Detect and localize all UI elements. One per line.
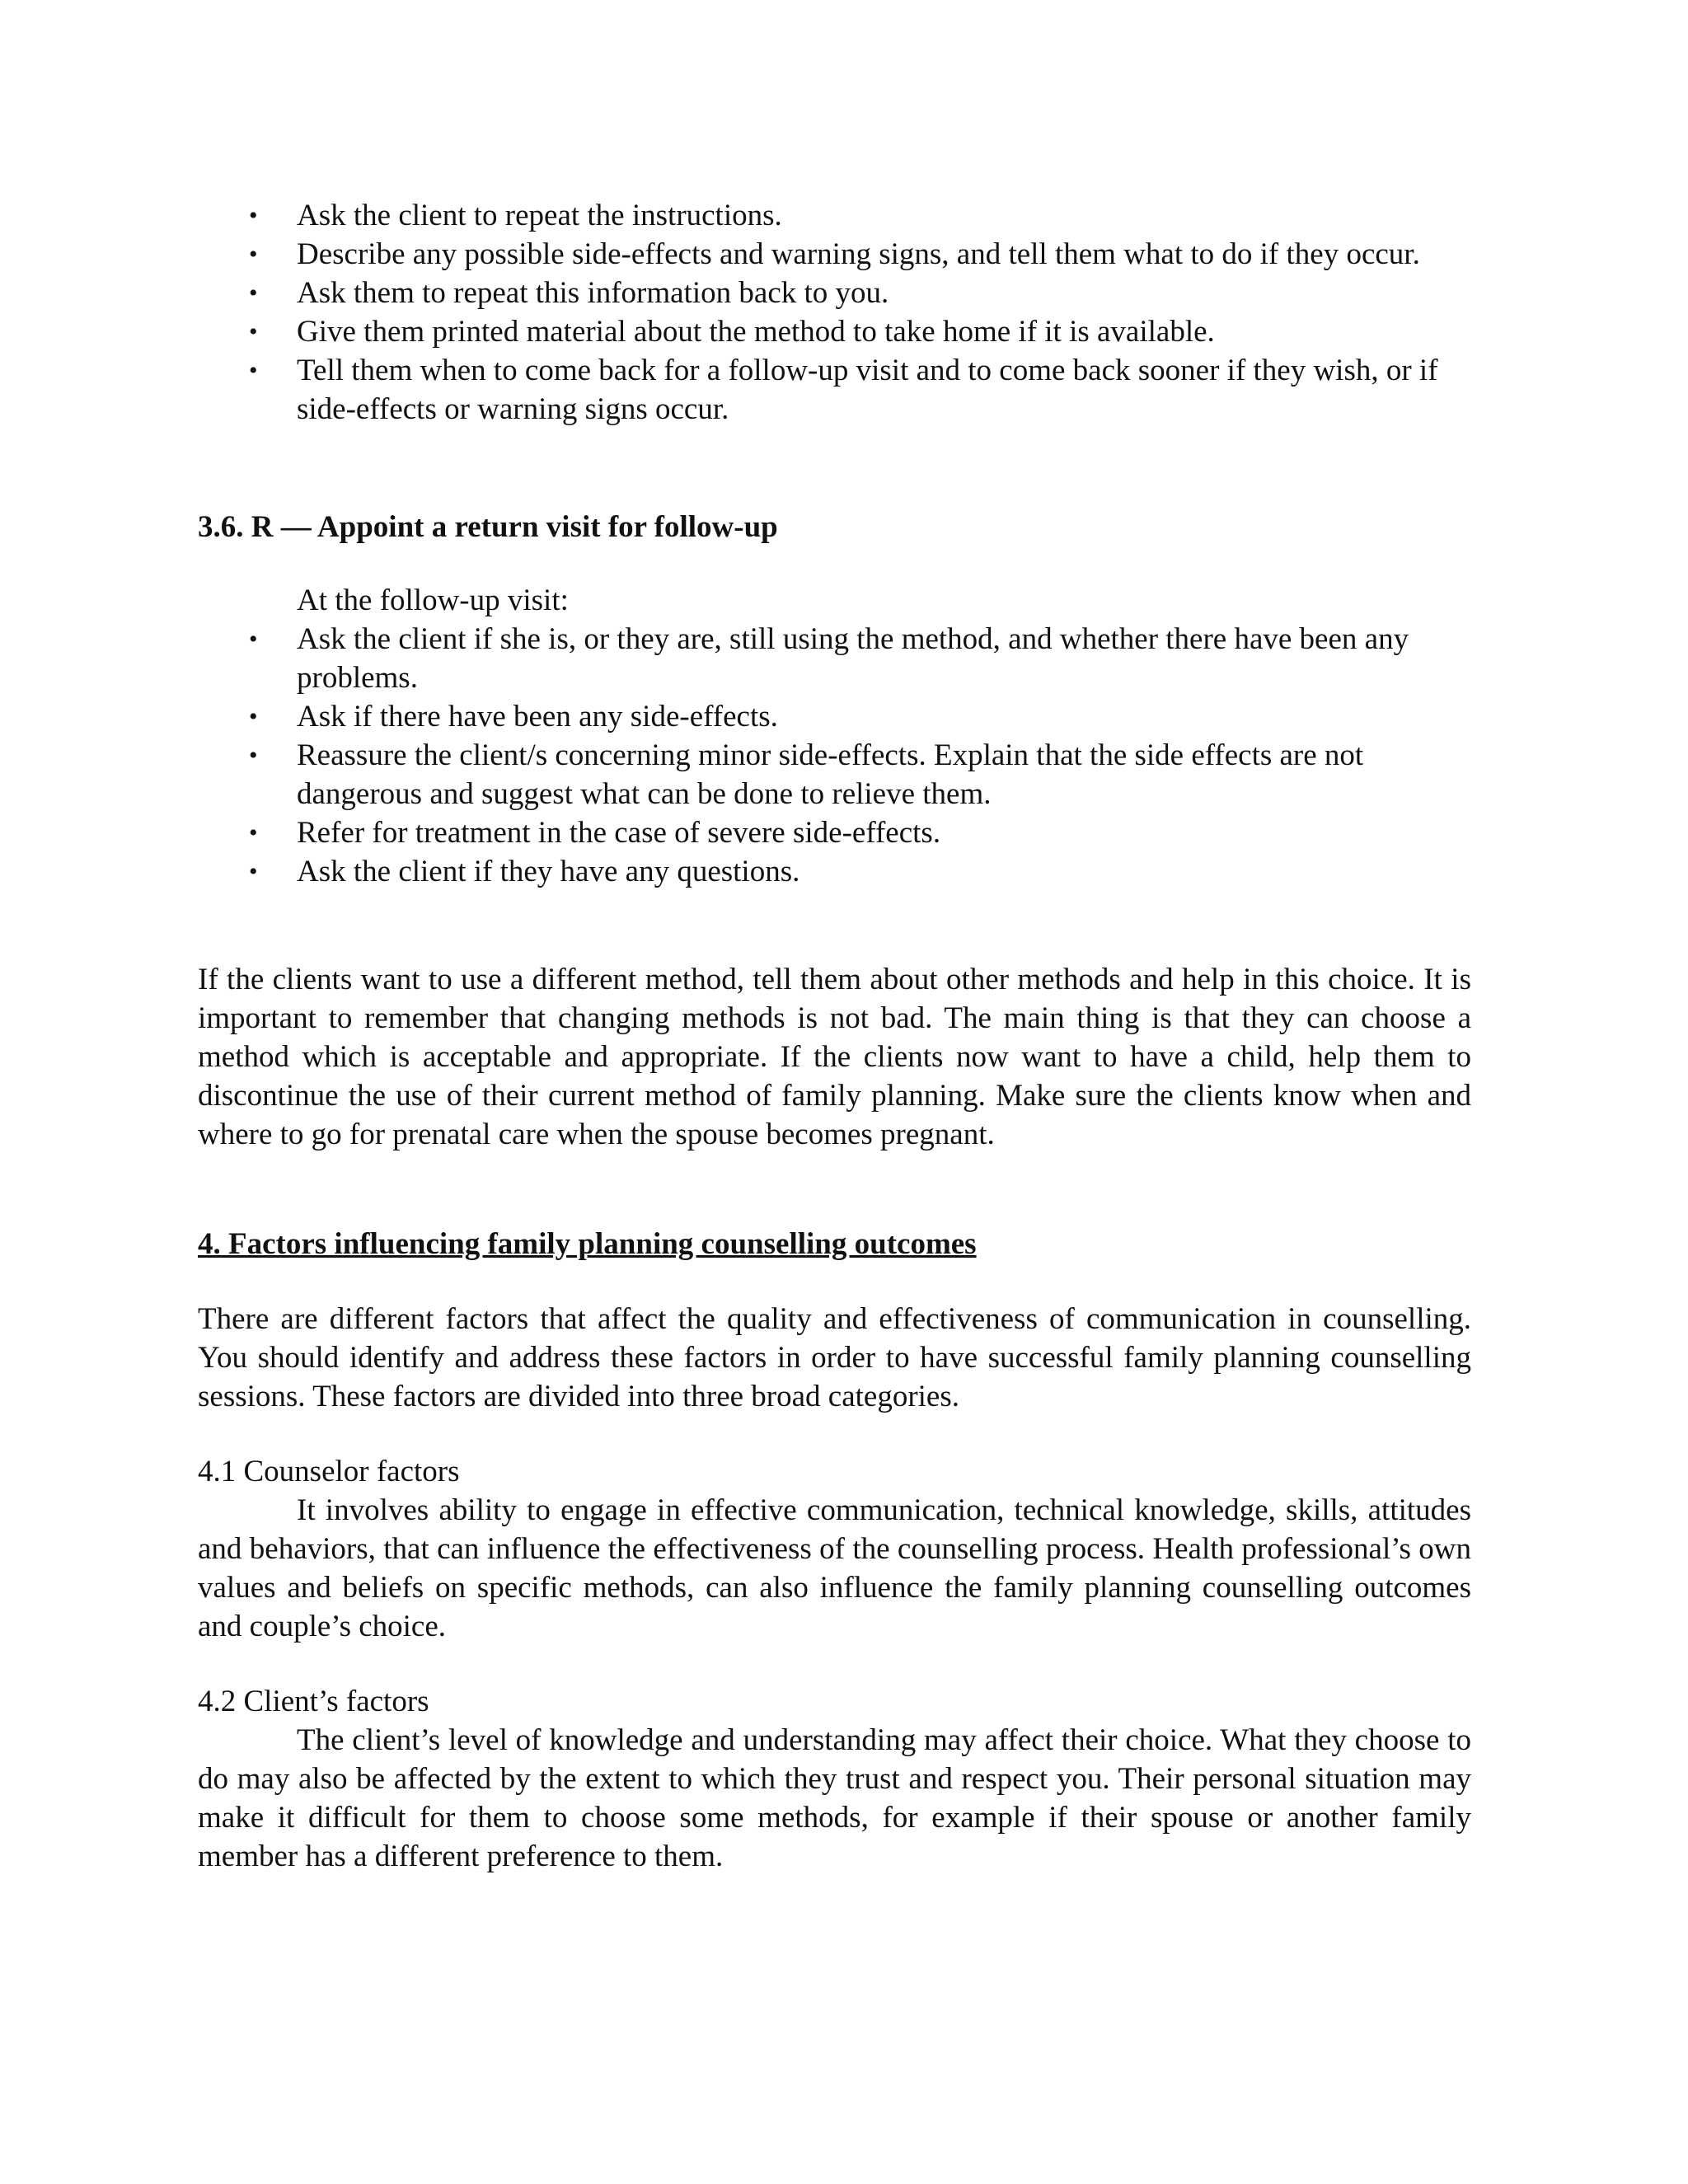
list-item	[198, 697, 1471, 736]
bullet-icon: •	[249, 626, 258, 653]
list-item-text: Refer for treatment in the case of severe side-effects.	[297, 816, 941, 850]
list-item-text: Ask the client if she is, or they are, still using the method, and whether there have been any problems.	[297, 622, 1409, 695]
client-factors-paragraph: The client’s level of knowledge and understanding may affect their choice. What they choose to do may also be affected by the extent to which they trust and respect you. Their personal situation may make it difficult for them to choose some methods, for example if their spouse or another family member has a different preference to them.	[198, 1723, 1471, 1873]
bullet-icon: •	[249, 357, 258, 384]
list-item	[198, 813, 1471, 852]
bullet-icon: •	[249, 241, 258, 268]
follow-up-bullet-list	[198, 620, 1471, 891]
counselor-factors-paragraph: It involves ability to engage in effective communication, technical knowledge, skills, attitudes and behaviors, that can influence the effectiveness of the counselling process. Health professional’s own values and beliefs on specific methods, can also influence the family planning counselling outcomes and couple’s choice.	[198, 1493, 1471, 1643]
counselor-factors-title: 4.1 Counselor factors	[198, 1455, 460, 1488]
section-4-heading: 4. Factors influencing family planning counselling outcomes	[198, 1227, 977, 1261]
bullet-icon: •	[249, 202, 258, 229]
follow-up-intro: At the follow-up visit:	[297, 583, 569, 617]
list-item-text: Ask the client to repeat the instructions.	[297, 199, 782, 232]
bullet-icon: •	[249, 318, 258, 345]
list-item-text: Ask if there have been any side-effects.	[297, 700, 778, 733]
list-item-text: Reassure the client/s concerning minor side-effects. Explain that the side effects are not dangerous and suggest what can be done to relieve them.	[297, 738, 1364, 811]
list-item	[198, 620, 1471, 697]
list-item	[198, 312, 1471, 351]
instructions-bullet-list	[198, 196, 1471, 429]
list-item-text: Ask them to repeat this information back to you.	[297, 276, 889, 310]
bullet-icon: •	[249, 858, 258, 885]
list-item-text: Give them printed material about the method to take home if it is available.	[297, 315, 1215, 349]
bullet-icon: •	[249, 742, 258, 769]
bullet-icon: •	[249, 819, 258, 846]
list-item	[198, 274, 1471, 312]
factors-intro-paragraph: There are different factors that affect the quality and effectiveness of communication in counselling. You should identify and address these factors in order to have successful family planning counselling sessions. These factors are divided into three broad categories.	[198, 1302, 1471, 1413]
changing-methods-paragraph: If the clients want to use a different method, tell them about other methods and help in this choice. It is important to remember that changing methods is not bad. The main thing is that they can choose a method which is acceptable and appropriate. If the clients now want to have a child, help them to discontinue the use of their current method of family planning. Make sure the clients know when and where to go for prenatal care when the spouse becomes pregnant.	[198, 963, 1471, 1151]
list-item	[198, 351, 1471, 429]
list-item	[198, 852, 1471, 891]
page-content	[198, 196, 1471, 1876]
list-item	[198, 196, 1471, 235]
bullet-icon: •	[249, 279, 258, 307]
client-factors-title: 4.2 Client’s factors	[198, 1685, 429, 1718]
list-item	[198, 736, 1471, 813]
list-item	[198, 235, 1471, 274]
list-item-text: Ask the client if they have any questions.	[297, 855, 800, 888]
bullet-icon: •	[249, 703, 258, 730]
section-3-6-heading: 3.6. R — Appoint a return visit for follow-up	[198, 510, 778, 544]
list-item-text: Tell them when to come back for a follow-up visit and to come back sooner if they wish, or if side-effects or warning signs occur.	[297, 354, 1438, 426]
list-item-text: Describe any possible side-effects and warning signs, and tell them what to do if they occur.	[297, 237, 1420, 271]
